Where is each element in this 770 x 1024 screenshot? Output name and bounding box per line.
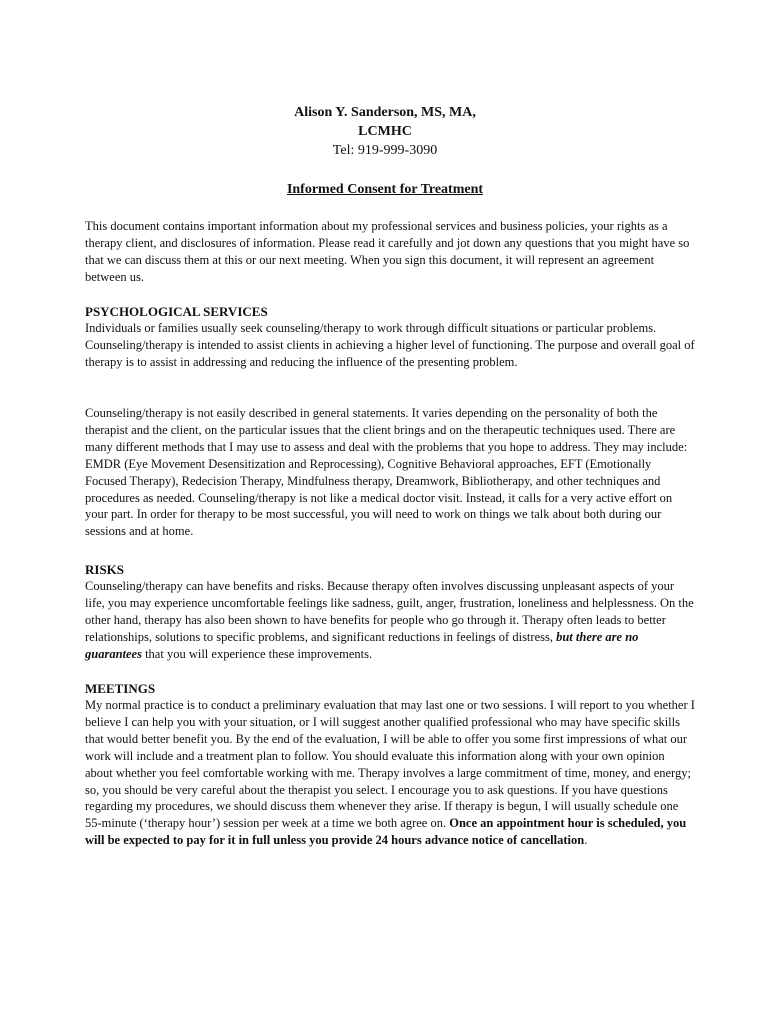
risks-text-end: that you will experience these improvements. bbox=[141, 646, 373, 661]
provider-name: Alison Y. Sanderson, MS, MA, bbox=[294, 105, 476, 120]
psychological-services-heading: PSYCHOLOGICAL SERVICES bbox=[85, 304, 268, 319]
risks-no-guarantees-emphasis: but there are no guarantees bbox=[85, 629, 639, 661]
risks-heading: RISKS bbox=[85, 562, 125, 577]
provider-phone: Tel: 919-999-3090 bbox=[332, 143, 438, 158]
intro-paragraph: This document contains important information about my professional services and business policies, your rights as a therapy client, and disclosures of information. Please read it carefully and jot down any questions that you might have so that we can discuss them at this or our next meeting. When you sign this document, it will represent an agreement between us. bbox=[85, 219, 690, 284]
psychological-services-paragraph-2: Counseling/therapy is not easily described in general statements. It varies depending on the personality of both the therapist and the client, on the particular issues that the client brings and on the therapeutic techniques used. There are many different methods that I may use to assess and deal with the problems that you hope to address. They may include: EMDR (Eye Movement Desensitization and Reprocessing), Cognitive Behavioral approaches, EFT (Emotionally Focused Therapy), Redecision Therapy, Mindfulness therapy, Dreamwork, Bibliotherapy, and other techniques and procedures as needed. Counseling/therapy is not like a medical doctor visit. Instead, it calls for a very active effort on your part. In order for therapy to be most successful, you will need to work on things we talk about both during our sessions and at home. bbox=[85, 406, 688, 539]
meetings-heading: MEETINGS bbox=[85, 681, 156, 696]
risks-text: Counseling/therapy can have benefits and risks. Because therapy often involves discussing unpleasant aspects of your life, you may experience uncomfortable feelings like sadness, guilt, anger, frustration, loneliness and helplessness. On the other hand, therapy has also been shown to have benefits for people who go through it. Therapy often leads to better relationships, solutions to specific problems, and significant reductions in feelings of distress, bbox=[85, 579, 694, 644]
provider-credential: LCMHC bbox=[358, 124, 412, 139]
provider-header bbox=[0, 103, 770, 160]
psychological-services-paragraph-1: Individuals or families usually seek counseling/therapy to work through difficult situations or particular problems. Counseling/therapy is intended to assist clients in achieving a higher level of functioning. The purpose and overall goal of therapy is to assist in addressing and reducing the influence of the presenting problem. bbox=[85, 321, 695, 369]
meetings-text-end: . bbox=[584, 833, 588, 848]
meetings-text: My normal practice is to conduct a preliminary evaluation that may last one or two sessions. I will report to you whether I believe I can help you with your situation, or I will suggest another qualified professional who may have specific skills that would better benefit you. By the end of the evaluation, I will be able to offer you some first impressions of what our work will include and a treatment plan to follow. You should evaluate this information along with your own opinion about whether you feel comfortable working with me. Therapy involves a large commitment of time, money, and energy; so, you should be very careful about the therapist you select. I encourage you to ask questions. If you have questions regarding my procedures, we should discuss them whenever they arise. If therapy is begun, I will usually schedule one 55-minute (‘therapy hour’) session per week at a time we both agree on. bbox=[85, 698, 695, 831]
counseling-description-section bbox=[85, 405, 695, 540]
risks-paragraph bbox=[85, 578, 695, 663]
meetings-section bbox=[85, 680, 695, 849]
cancellation-policy-bold: Once an appointment hour is scheduled, you will be expected to pay for it in full unless you provide 24 hours advance notice of cancellation bbox=[85, 816, 687, 848]
risks-section bbox=[85, 561, 695, 663]
intro-section bbox=[85, 218, 695, 286]
meetings-paragraph bbox=[85, 697, 695, 849]
psychological-services-section bbox=[85, 303, 695, 371]
document-title: Informed Consent for Treatment bbox=[286, 182, 484, 197]
